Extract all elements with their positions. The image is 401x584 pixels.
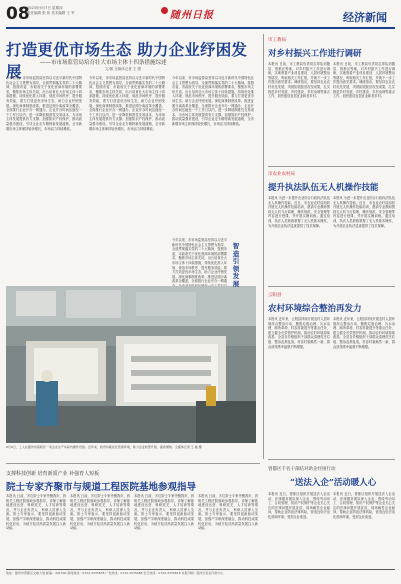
side-kicker-3: 云阳县 — [268, 293, 282, 298]
main-column-2: 今年以来，市市场监管局坚持以习近平新时代中国特色社会主义思想为指导，全面贯彻落实党的二十大精神，按照市委、市政府关于优化营商环境的部署要求，聚焦市场主体关切，出台培育壮大市场主体十四条措施，持续优化准入环境、规范市场秩序、提升服务效能，着力打造更优市场生态，助力企业纾困发展。深化商事制度改革，推进证照分离改革全覆盖，全面推行企业开办一网通办，企业开办时间压缩至一个工作日以内，进一步降低制度性交易成本，为市场主体发展提供有力支撑。加强知识产权保护，推动质量强市建设，引导企业走专精特新发展道路，全市新增市场主体保持较快增长，市场活力持续释放。 — [89, 76, 165, 131]
side-headline-4: “送法入企”活动暖人心 — [290, 478, 377, 488]
side-text-2a: 本报讯 为进一步提升农业综合行政执法队伍无人机操作技能，近日，市农业农村局组织开展无人机操作技能培训，邀请专业教师围绕无人机飞行原理、操作规范、安全管理等内容进行授课，并开展实操训练。通过培训，执法人员熟练掌握了无人机基本操作，为开展农业执法巡查提供了技术保障。 — [268, 196, 330, 228]
main-column-3: 今年以来，市市场监管局坚持以习近平新时代中国特色社会主义思想为指导，全面贯彻落实党的二十大精神，按照市委、市政府关于优化营商环境的部署要求，聚焦市场主体关切，出台培育壮大市场主体十四条措施，持续优化准入环境、规范市场秩序、提升服务效能，着力打造更优市场生态，助力企业纾困发展。深化商事制度改革，推进证照分离改革全覆盖，全面推行企业开办一网通办，企业开办时间压缩至一个工作日以内，进一步降低制度性交易成本，为市场主体发展提供有力支撑。加强知识产权保护，推动质量强市建设，引导企业走专精特新发展道路，全市新增市场主体保持较快增长，市场活力持续释放。 — [172, 76, 254, 126]
footer-info: 地址：随州市曾都区文峰大道 邮编：441300 新闻热线：0722-3335678 广告热线：0722-3335988 发行热线：0722-3335818 本报印刷：随州日报社印务中心 — [6, 571, 224, 575]
side-headline-3: 农村环境综合整治再发力 — [268, 304, 362, 314]
side-divider-3 — [268, 459, 395, 460]
bottom-kicker: 支撑科技创新 培育新质产业 补强育人短板 — [6, 471, 100, 477]
bottom-divider — [6, 463, 260, 464]
factory-photo — [6, 286, 256, 443]
side-kicker-2: 市农业农村局 — [268, 172, 295, 177]
section-title: 经济新闻 — [343, 11, 387, 24]
bottom-text-2: 本报讯 日前，多位院士专家齐聚我市，到相关工程医院基地参观指导，详细了解基地建设运营、科研攻关、人才培养等情况，并与企业负责人、科研人员深入交流。院士专家表示，要坚持创新驱动发展，加强产学研深度融合，推动科技成果转化应用，为地方经济高质量发展注入新动能。 — [70, 494, 130, 531]
side-text-2b: 本报讯 为进一步提升农业综合行政执法队伍无人机操作技能，近日，市农业农村局组织开展无人机操作技能培训，邀请专业教师围绕无人机飞行原理、操作规范、安全管理等内容进行授课，并开展实操训练。通过培训，执法人员熟练掌握了无人机基本操作，为开展农业执法巡查提供了技术保障。 — [333, 196, 395, 228]
footer-rule — [6, 569, 395, 570]
masthead-emblem-icon — [161, 7, 168, 14]
main-subheadline: ——市市场监管局培育壮大市场主体十四条措施综述 — [40, 60, 167, 66]
bottom-text-3: 本报讯 日前，多位院士专家齐聚我市，到相关工程医院基地参观指导，详细了解基地建设运营、科研攻关、人才培养等情况，并与企业负责人、科研人员深入交流。院士专家表示，要坚持创新驱动发展，加强产学研深度融合，推动科技成果转化应用，为地方经济高质量发展注入新动能。 — [134, 494, 194, 531]
side-headline-2: 提升执法队伍无人机操作技能 — [268, 183, 379, 193]
side-text-4b: 本报讯 近日，曾都区组织开展送法入企活动，法律服务团队深入企业，围绕劳动用工、合同管理、知识产权保护等企业关心关注的法律问题开展宣讲，现场解答企业疑问，帮助企业防范法律风险，营造良好法治化营商环境，受到企业欢迎。 — [333, 492, 395, 519]
main-column-1: 今年以来，市市场监管局坚持以习近平新时代中国特色社会主义思想为指导，全面贯彻落实党的二十大精神，按照市委、市政府关于优化营商环境的部署要求，聚焦市场主体关切，出台培育壮大市场主体十四条措施，持续优化准入环境、规范市场秩序、提升服务效能，着力打造更优市场生态，助力企业纾困发展。深化商事制度改革，推进证照分离改革全覆盖，全面推行企业开办一网通办，企业开办时间压缩至一个工作日以内，进一步降低制度性交易成本，为市场主体发展提供有力支撑。加强知识产权保护，推动质量强市建设，引导企业走专精特新发展道路，全市新增市场主体保持较快增长，市场活力持续释放。 — [6, 76, 82, 131]
side-kicker-1: 市工教局 — [268, 38, 286, 43]
bottom-text-1: 本报讯 日前，多位院士专家齐聚我市，到相关工程医院基地参观指导，详细了解基地建设运营、科研攻关、人才培养等情况，并与企业负责人、科研人员深入交流。院士专家表示，要坚持创新驱动发展，加强产学研深度融合，推动科技成果转化应用，为地方经济高质量发展注入新动能。 — [6, 494, 66, 531]
side-divider-1 — [268, 166, 395, 167]
photo-vertical-title: 智造引领发展 — [232, 242, 240, 288]
main-headline: 打造更优市场生态 助力企业纾困发展 — [6, 40, 248, 81]
column-divider — [263, 34, 264, 459]
side-text-3b: 本报讯 近年来，云阳县持续开展农村人居环境综合整治行动，聚焦垃圾治理、污水治理、厕所革命、村容村貌提升等重点任务，建立健全长效管护机制，推动农村环境持续改善。全县各乡镇组织干部群众清理村庄垃圾、整治乱堆乱放，村容村貌焕然一新，群众获得感幸福感不断增强。 — [333, 317, 395, 349]
factory-photo-image — [6, 286, 256, 443]
side-text-4a: 本报讯 近日，曾都区组织开展送法入企活动，法律服务团队深入企业，围绕劳动用工、合同管理、知识产权保护等企业关心关注的法律问题开展宣讲，现场解答企业疑问，帮助企业防范法律风险，营造良好法治化营商环境，受到企业欢迎。 — [268, 492, 330, 519]
main-byline: 文/图 全媒体记者 王 骏 — [105, 67, 142, 71]
photo-caption: 9月6日，工人在随州市高新区一家企业生产车间内操作设备。近年来，我市持续优化营商环境，助力企业转型升级、提质增效。全媒体记者 王 骏 摄 — [6, 445, 202, 449]
page-number: 08 — [6, 4, 30, 24]
side-kicker-4: 曾都区千名干部结对助企纾困行动 — [268, 467, 336, 472]
side-text-3a: 本报讯 近年来，云阳县持续开展农村人居环境综合整治行动，聚焦垃圾治理、污水治理、厕所革命、村容村貌提升等重点任务，建立健全长效管护机制，推动农村环境持续改善。全县各乡镇组织干部群众清理村庄垃圾、整治乱堆乱放，村容村貌焕然一新，群众获得感幸福感不断增强。 — [268, 317, 330, 349]
main-column-4: 今年以来，市市场监管局坚持以习近平新时代中国特色社会主义思想为指导，全面贯彻落实党的二十大精神，按照市委、市政府关于优化营商环境的部署要求，聚焦市场主体关切，出台培育壮大市场主体十四条措施，持续优化准入环境、规范市场秩序、提升服务效能，着力打造更优市场生态，助力企业纾困发展。深化商事制度改革，推进证照分离改革全覆盖，全面推行企业开办一网通 — [172, 238, 227, 284]
page-header — [0, 0, 401, 30]
side-text-1b: 本报讯 日前，市工教局负责同志带队到随县、曾都区等地，对乡村振兴工作进行调研，实地察看产业项目建设、人居环境整治等情况，听取相关工作汇报，并就下一步工作提出意见要求。调研指出，要坚持农业农村优先发展，巩固拓展脱贫攻坚成果，扎实推进乡村发展、乡村建设、乡村治理等重点工作，加快建设宜居宜业和美乡村。 — [333, 62, 395, 99]
bottom-headline: 院士专家齐聚市与规道工程医院基地参观指导 — [6, 482, 197, 493]
header-date-line2: 责任编辑 张 伟 美术编辑 王 军 — [27, 10, 75, 15]
masthead: 随州日报 — [170, 10, 214, 21]
bottom-text-4: 本报讯 日前，多位院士专家齐聚我市，到相关工程医院基地参观指导，详细了解基地建设运营、科研攻关、人才培养等情况，并与企业负责人、科研人员深入交流。院士专家表示，要坚持创新驱动发展，加强产学研深度融合，推动科技成果转化应用，为地方经济高质量发展注入新动能。 — [198, 494, 258, 531]
side-headline-1: 对乡村振兴工作进行调研 — [268, 49, 362, 59]
side-text-1a: 本报讯 日前，市工教局负责同志带队到随县、曾都区等地，对乡村振兴工作进行调研，实地察看产业项目建设、人居环境整治等情况，听取相关工作汇报，并就下一步工作提出意见要求。调研指出，要坚持农业农村优先发展，巩固拓展脱贫攻坚成果，扎实推进乡村发展、乡村建设、乡村治理等重点工作，加快建设宜居宜业和美乡村。 — [268, 62, 330, 99]
side-divider-2 — [268, 286, 395, 287]
header-date-line1: 2023年9月7日 星期四 — [27, 6, 63, 10]
header-date — [27, 6, 75, 15]
header-rule — [6, 27, 395, 29]
